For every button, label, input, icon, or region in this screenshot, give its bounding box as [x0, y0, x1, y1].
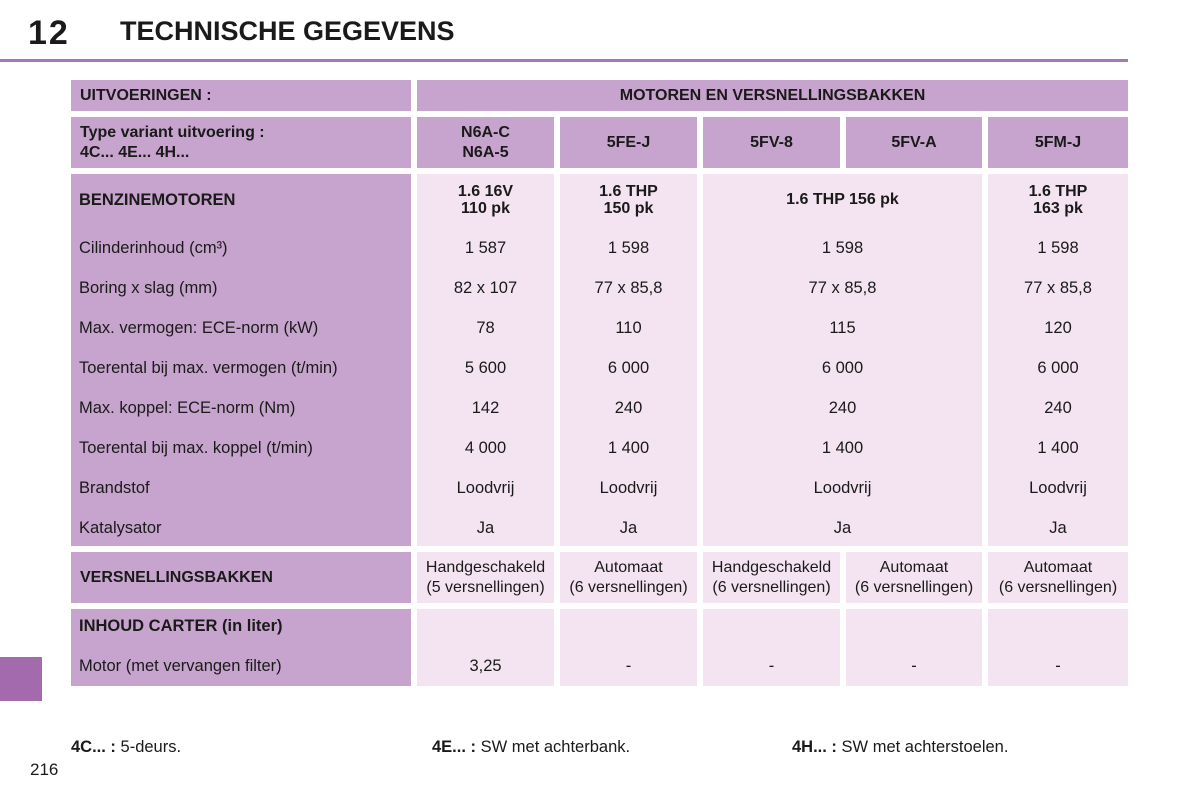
gearbox-gears: (6 versnellingen) [998, 578, 1118, 596]
engine-power: 163 pk [1033, 200, 1083, 217]
spec-cell: 77 x 85,8 [1024, 278, 1092, 297]
type-col-2: 5FE-J [560, 117, 697, 168]
spec-cell: Ja [833, 518, 852, 537]
spec-cell: 1 587 [464, 238, 507, 257]
gearbox-col-3 [703, 552, 840, 603]
spec-cell: 78 [476, 318, 495, 337]
spec-cell: Loodvrij [599, 478, 658, 497]
gearbox-col-2 [560, 552, 697, 603]
spec-cell: Ja [619, 518, 638, 537]
engine-col-34: 1.6 THP 156 pk [786, 191, 899, 208]
footnote-text: 5-deurs. [120, 738, 182, 756]
footnote-4e [432, 738, 630, 757]
carter-value: 3,25 [469, 656, 502, 675]
spec-cell: Ja [476, 518, 495, 537]
spec-cell: 1 400 [821, 438, 864, 457]
spec-cell: Loodvrij [1029, 478, 1087, 497]
gearbox-col-4 [846, 552, 982, 603]
spec-row-label: Max. koppel: ECE-norm (Nm) [79, 398, 296, 417]
spec-cell: 240 [1044, 398, 1072, 417]
carter-value: - [1055, 656, 1061, 675]
carter-heading: INHOUD CARTER (in liter) [79, 616, 283, 635]
spec-cell: 82 x 107 [453, 278, 518, 297]
footnote-code: 4H... : [792, 738, 837, 756]
spec-cell: Loodvrij [456, 478, 515, 497]
type-code: N6A-5 [462, 143, 509, 161]
spec-cell: 1 598 [821, 238, 864, 257]
spec-cell: 1 400 [1037, 438, 1079, 457]
spec-cell: 240 [614, 398, 643, 417]
engine-power: 110 pk [461, 200, 510, 217]
footnote-code: 4C... : [71, 738, 116, 756]
gearbox-type: Handgeschakeld [425, 558, 546, 576]
header-divider [0, 59, 1128, 62]
uitvoeringen-header: UITVOERINGEN : [71, 80, 411, 111]
footnote-4h [792, 738, 1008, 757]
gearbox-col-5 [988, 552, 1128, 603]
gearbox-gears: (5 versnellingen) [426, 578, 545, 596]
engine-col-5 [988, 178, 1128, 222]
spec-cell: Loodvrij [813, 478, 872, 497]
spec-cell: 77 x 85,8 [594, 278, 663, 297]
spec-cell: 1 598 [1037, 238, 1079, 257]
spec-cell: 6 000 [1037, 358, 1079, 377]
page-title: TECHNISCHE GEGEVENS [120, 16, 455, 46]
spec-row-label: Toerental bij max. koppel (t/min) [79, 438, 313, 457]
chapter-number: 12 [28, 14, 70, 52]
type-col-3: 5FV-8 [703, 117, 840, 168]
spec-cell: 6 000 [607, 358, 650, 377]
spec-row-label: Max. vermogen: ECE-norm (kW) [79, 318, 319, 337]
spec-cell: 1 400 [607, 438, 650, 457]
engine-power: 150 pk [603, 200, 654, 217]
spec-cell: 142 [471, 398, 500, 417]
footnote-text: SW met achterbank. [480, 738, 631, 756]
page-number: 216 [30, 760, 59, 779]
chapter-tab-marker [0, 657, 42, 701]
type-variant-codes: 4C... 4E... 4H... [80, 143, 190, 161]
spec-cell: 1 598 [607, 238, 650, 257]
engine-col-2 [560, 178, 697, 222]
gearbox-type: Automaat [594, 558, 663, 576]
spec-row-label: Boring x slag (mm) [79, 278, 218, 297]
spec-cell: 4 000 [464, 438, 507, 457]
type-variant-header [71, 117, 411, 168]
gearbox-type: Automaat [1023, 558, 1093, 576]
type-code: N6A-C [461, 123, 510, 141]
spec-cell: 120 [1044, 318, 1072, 337]
carter-value: - [768, 656, 775, 675]
type-variant-label: Type variant uitvoering : [80, 123, 265, 141]
footnote-4c [71, 738, 181, 757]
gearbox-type: Automaat [879, 558, 949, 576]
engine-type: 1.6 16V [457, 183, 514, 200]
motoren-header: MOTOREN EN VERSNELLINGSBAKKEN [417, 80, 1128, 111]
spec-cell: 77 x 85,8 [808, 278, 877, 297]
spec-cell: 5 600 [464, 358, 507, 377]
motor-filter-label: Motor (met vervangen filter) [79, 656, 282, 675]
spec-cell: Ja [1049, 518, 1067, 537]
gearbox-gears: (6 versnellingen) [569, 578, 688, 596]
spec-row-label: Katalysator [79, 518, 162, 537]
engine-type: 1.6 THP [599, 183, 658, 200]
gearbox-col-1 [417, 552, 554, 603]
spec-cell: 6 000 [821, 358, 864, 377]
spec-row-label: Toerental bij max. vermogen (t/min) [79, 358, 338, 377]
gearbox-gears: (6 versnellingen) [712, 578, 831, 596]
footnote-code: 4E... : [432, 738, 477, 756]
spec-cell: 110 [615, 318, 642, 337]
engine-type: 1.6 THP [1028, 183, 1088, 200]
versnellingsbakken-heading: VERSNELLINGSBAKKEN [71, 552, 411, 603]
gearbox-type: Handgeschakeld [711, 558, 832, 576]
engine-col-1 [417, 178, 554, 222]
type-col-4: 5FV-A [846, 117, 982, 168]
type-col-5: 5FM-J [988, 117, 1128, 168]
benzine-heading: BENZINEMOTOREN [79, 190, 236, 209]
spec-row-label: Cilinderinhoud (cm³) [79, 238, 228, 257]
gearbox-gears: (6 versnellingen) [854, 578, 974, 596]
spec-cell: 115 [829, 318, 856, 337]
carter-value: - [911, 656, 917, 675]
footnote-text: SW met achterstoelen. [841, 738, 1009, 756]
spec-cell: 240 [828, 398, 857, 417]
carter-value: - [625, 656, 632, 675]
spec-row-label: Brandstof [79, 478, 150, 497]
type-col-1 [417, 117, 554, 168]
